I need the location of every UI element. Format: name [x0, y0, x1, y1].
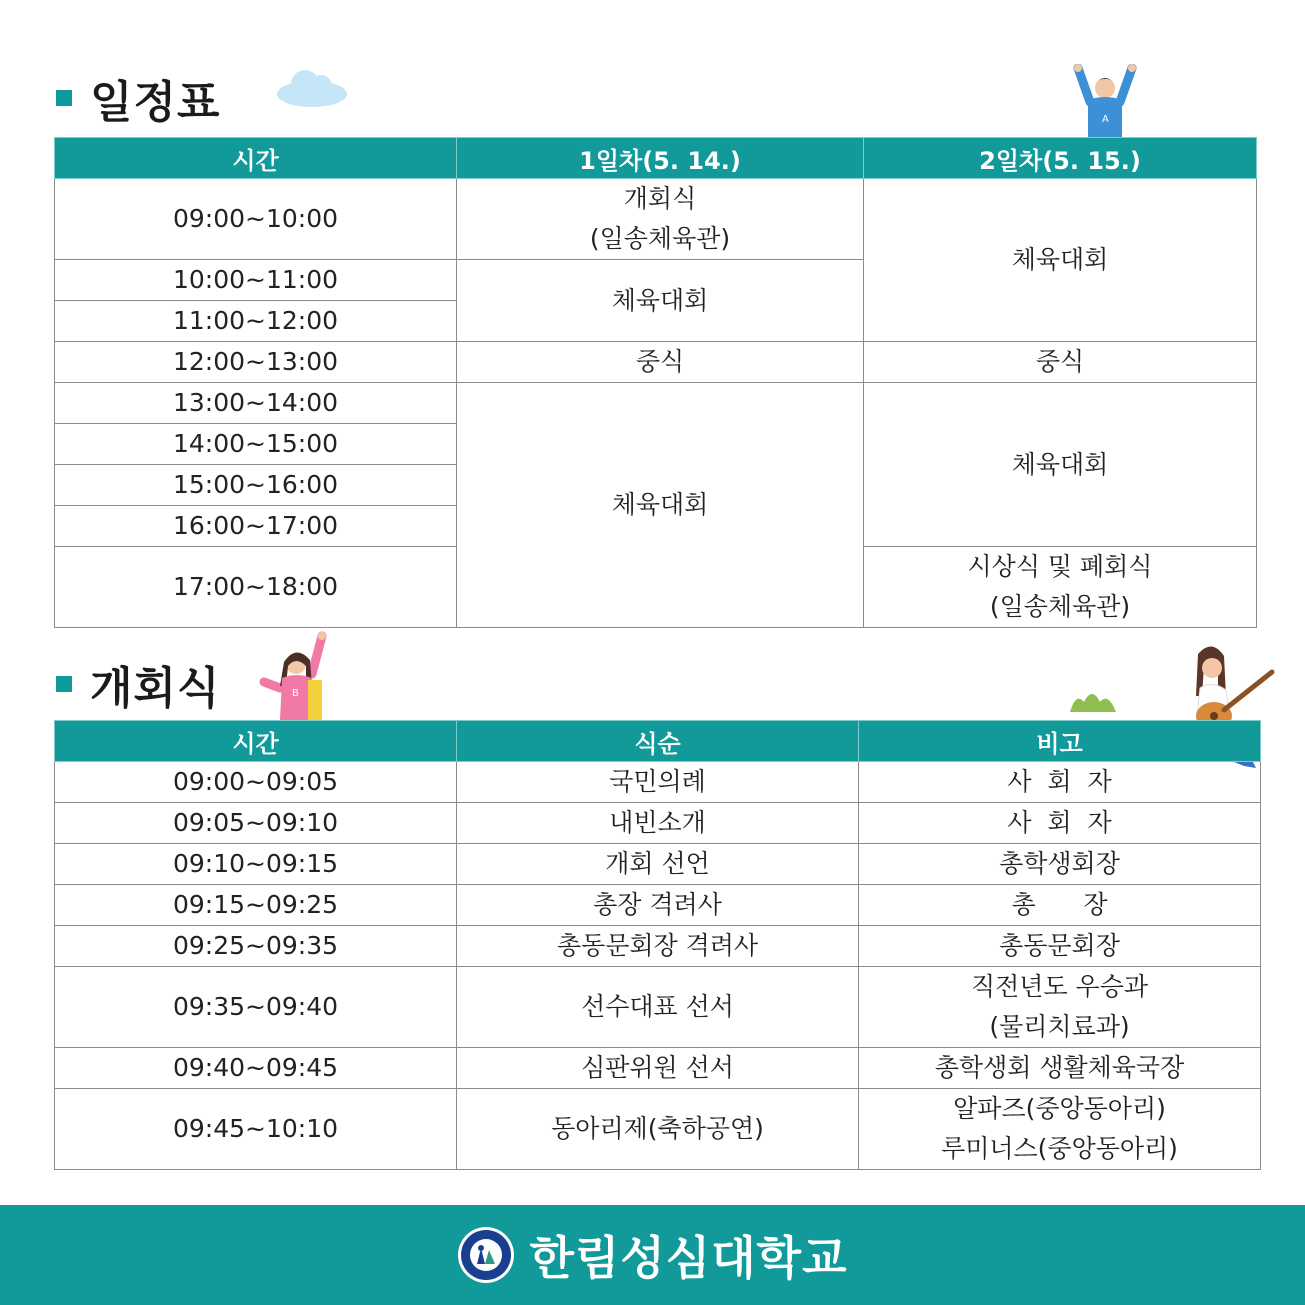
- header-time: 시간: [55, 138, 457, 179]
- note-cell: 총동문회장: [859, 926, 1261, 967]
- day1-sports-cell: 체육대회: [457, 260, 864, 342]
- time-cell: 13:00~14:00: [55, 383, 457, 424]
- cheering-student-illustration: [1070, 64, 1140, 138]
- title-bullet: [56, 676, 72, 692]
- table-row: [55, 885, 1261, 926]
- note-line: (물리치료과): [989, 1012, 1130, 1041]
- ceremony-header-row: [55, 721, 1261, 762]
- schedule-section-title: [56, 66, 221, 130]
- note-line: 루미너스(중앙동아리): [941, 1134, 1178, 1163]
- bush-icon: [1070, 690, 1116, 712]
- day1-afternoon-sports-cell: 체육대회: [457, 383, 864, 628]
- schedule-header-row: [55, 138, 1257, 179]
- table-row: [55, 762, 1261, 803]
- header-time: 시간: [55, 721, 457, 762]
- closing-label: 시상식 및 폐회식: [967, 552, 1153, 581]
- note-cell: 총학생회 생활체육국장: [859, 1048, 1261, 1089]
- table-row: [55, 383, 1257, 424]
- order-cell: 총장 격려사: [457, 885, 859, 926]
- note-line: 알파즈(중앙동아리): [953, 1094, 1166, 1123]
- ceremony-section-title: [56, 652, 221, 716]
- time-cell: 15:00~16:00: [55, 465, 457, 506]
- note-cell: 총 장: [859, 885, 1261, 926]
- day1-opening-cell: [457, 179, 864, 260]
- ceremony-table: [54, 720, 1261, 1170]
- order-cell: 심판위원 선서: [457, 1048, 859, 1089]
- day2-closing-cell: [864, 547, 1257, 628]
- time-cell: 12:00~13:00: [55, 342, 457, 383]
- note-cell: 사 회 자: [859, 803, 1261, 844]
- opening-label: 개회식: [623, 184, 697, 213]
- time-cell: 11:00~12:00: [55, 301, 457, 342]
- footer-bar: [0, 1205, 1305, 1305]
- header-note: 비고: [859, 721, 1261, 762]
- order-cell: 내빈소개: [457, 803, 859, 844]
- day2-afternoon-sports-cell: 체육대회: [864, 383, 1257, 547]
- time-cell: 17:00~18:00: [55, 547, 457, 628]
- order-cell: 동아리제(축하공연): [457, 1089, 859, 1170]
- order-cell: 국민의례: [457, 762, 859, 803]
- svg-text:B: B: [292, 688, 299, 699]
- table-row: [55, 803, 1261, 844]
- cheering-girl-illustration: [256, 630, 332, 720]
- university-emblem-icon: [457, 1226, 515, 1284]
- time-cell: 09:15~09:25: [55, 885, 457, 926]
- note-cell: [859, 1089, 1261, 1170]
- time-cell: 09:40~09:45: [55, 1048, 457, 1089]
- time-cell: 09:45~10:10: [55, 1089, 457, 1170]
- closing-location: (일송체육관): [989, 592, 1131, 621]
- header-order: 식순: [457, 721, 859, 762]
- ceremony-title: 개회식: [90, 663, 221, 714]
- order-cell: 개회 선언: [457, 844, 859, 885]
- time-cell: 16:00~17:00: [55, 506, 457, 547]
- time-cell: 09:00~10:00: [55, 179, 457, 260]
- note-cell: 사 회 자: [859, 762, 1261, 803]
- table-row: [55, 342, 1257, 383]
- note-line: 직전년도 우승과: [971, 972, 1148, 1001]
- schedule-table: [54, 137, 1257, 628]
- day2-sports-cell: 체육대회: [864, 179, 1257, 342]
- time-cell: 09:10~09:15: [55, 844, 457, 885]
- note-cell: [859, 967, 1261, 1048]
- time-cell: 09:00~09:05: [55, 762, 457, 803]
- svg-text:A: A: [1102, 114, 1109, 125]
- time-cell: 09:25~09:35: [55, 926, 457, 967]
- order-cell: 총동문회장 격려사: [457, 926, 859, 967]
- day2-lunch-cell: 중식: [864, 342, 1257, 383]
- opening-location: (일송체육관): [589, 224, 731, 253]
- day1-lunch-cell: 중식: [457, 342, 864, 383]
- title-bullet: [56, 90, 72, 106]
- note-cell: 총학생회장: [859, 844, 1261, 885]
- table-row: [55, 1048, 1261, 1089]
- schedule-title: 일정표: [90, 77, 221, 128]
- time-cell: 14:00~15:00: [55, 424, 457, 465]
- table-row: [55, 1089, 1261, 1170]
- table-row: [55, 926, 1261, 967]
- time-cell: 09:35~09:40: [55, 967, 457, 1048]
- order-cell: 선수대표 선서: [457, 967, 859, 1048]
- time-cell: 10:00~11:00: [55, 260, 457, 301]
- table-row: [55, 844, 1261, 885]
- time-cell: 09:05~09:10: [55, 803, 457, 844]
- university-name: 한림성심대학교: [529, 1231, 848, 1285]
- cloud-icon: [275, 64, 349, 108]
- table-row: [55, 967, 1261, 1048]
- header-day2: 2일차(5. 15.): [864, 138, 1257, 179]
- header-day1: 1일차(5. 14.): [457, 138, 864, 179]
